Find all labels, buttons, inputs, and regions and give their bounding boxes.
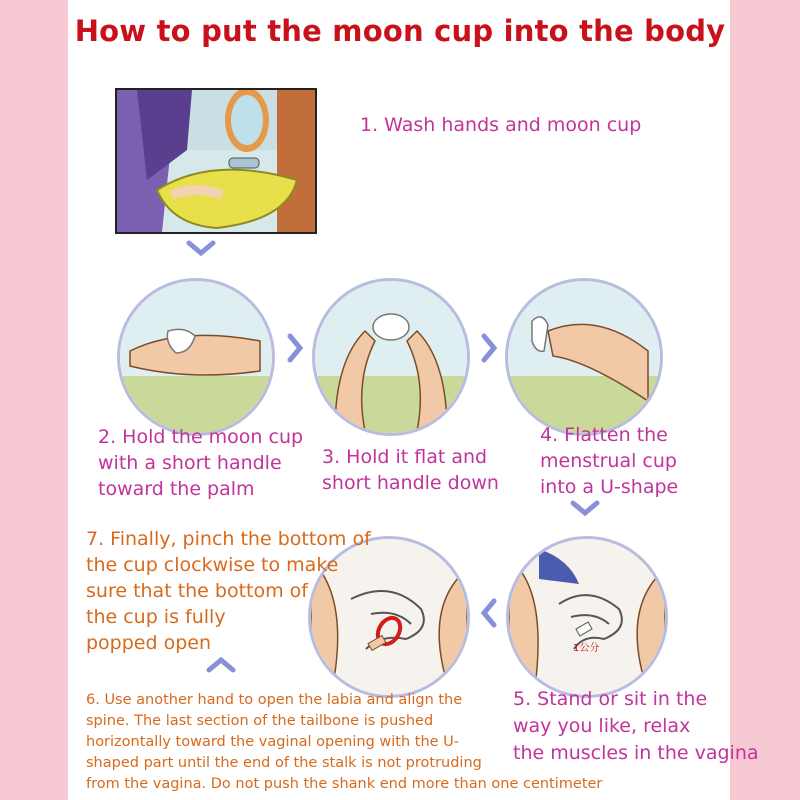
step-4-illustration: [505, 278, 663, 436]
step-2-label: [98, 424, 303, 502]
step-6-line: horizontally toward the vaginal opening with the U-: [86, 734, 460, 750]
wash-hands-illustration: [115, 88, 317, 234]
step-6-line: spine. The last section of the tailbone is pushed: [86, 713, 434, 729]
step-2-illustration: [117, 278, 275, 436]
step-5-illustration: [506, 536, 668, 698]
step-3-illustration: [312, 278, 470, 436]
step-4-line: into a U-shape: [540, 476, 679, 498]
step-6-line: 6. Use another hand to open the labia and align the: [86, 692, 463, 708]
chevron-down-icon: [570, 500, 600, 516]
step-3-line: 3. Hold it flat and: [322, 446, 488, 468]
step-2-line: toward the palm: [98, 478, 255, 500]
step-5-line: way you like, relax: [513, 715, 691, 737]
page-title: How to put the moon cup into the body: [74, 14, 726, 48]
step-2-line: with a short handle: [98, 452, 282, 474]
step-3-line: short handle down: [322, 472, 499, 494]
chevron-right-icon: [480, 333, 498, 363]
chevron-right-icon: [286, 333, 304, 363]
step-3-label: [322, 444, 499, 496]
step-4-line: 4. Flatten the: [540, 424, 668, 446]
step-1-label: 1. Wash hands and moon cup: [360, 114, 642, 136]
step-5-line: the muscles in the vagina: [513, 742, 759, 764]
measurement-label: 1公分: [573, 643, 600, 654]
step-4-line: menstrual cup: [540, 450, 677, 472]
step-2-line: 2. Hold the moon cup: [98, 426, 304, 448]
step-7-line: the cup is fully: [86, 606, 226, 628]
chevron-left-icon: [480, 598, 498, 628]
step-7-label: [86, 526, 371, 656]
step-6-line: shaped part until the end of the stalk is not protruding: [86, 755, 482, 771]
step-5-line: 5. Stand or sit in the: [513, 688, 708, 710]
step-7-line: popped open: [86, 632, 212, 654]
step-4-label: [540, 422, 678, 500]
step-7-line: the cup clockwise to make: [86, 554, 339, 576]
step-7-line: sure that the bottom of: [86, 580, 308, 602]
chevron-up-icon: [206, 657, 236, 673]
step-5-label: [513, 686, 759, 767]
step-7-line: 7. Finally, pinch the bottom of: [86, 528, 371, 550]
step-6-line: from the vagina. Do not push the shank end more than one centimeter: [86, 776, 603, 792]
chevron-down-icon: [186, 240, 216, 256]
